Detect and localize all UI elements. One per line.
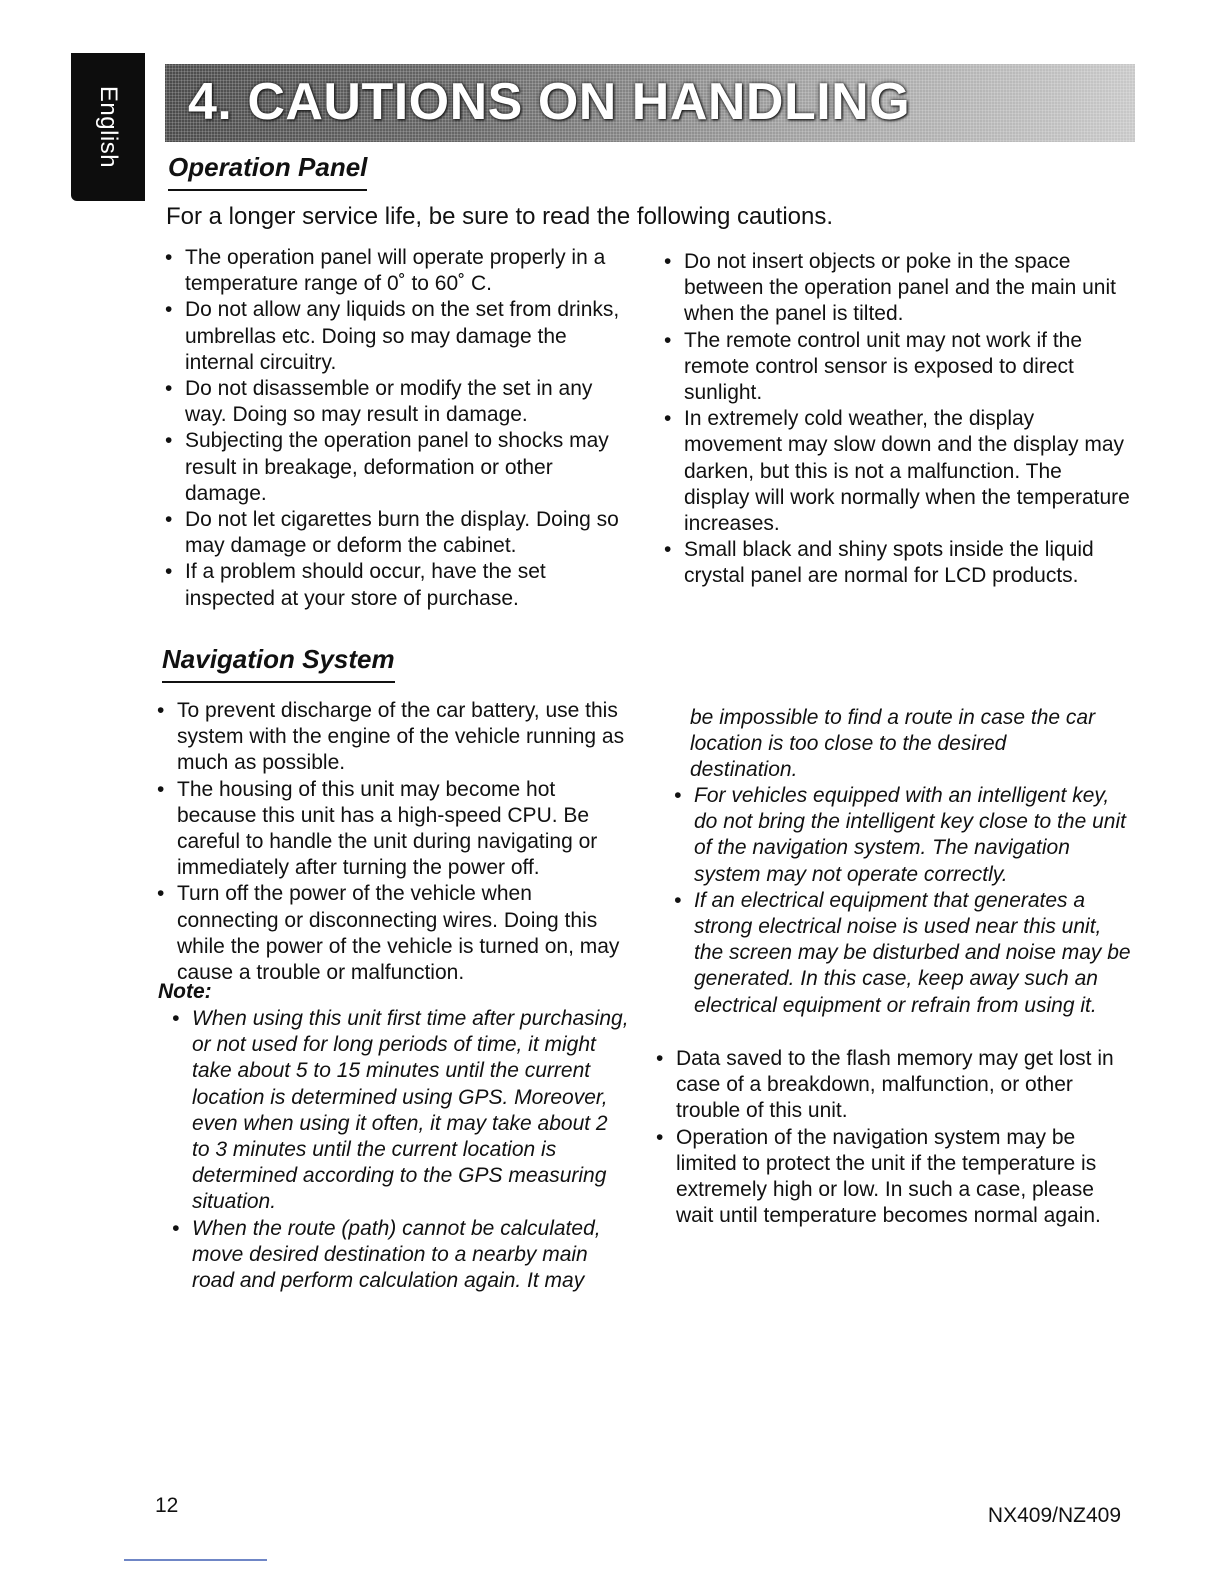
note-continuation: be impossible to find a route in case the car location is too close to the desired destination. bbox=[690, 706, 1096, 782]
list-item: • The housing of this unit may become hot because this unit has a high-speed CPU. Be careful to handle the unit during navigating or immediately after turning the power off. bbox=[155, 777, 625, 882]
navigation-left-list bbox=[155, 698, 625, 986]
list-item: • The remote control unit may not work if the remote control sensor is exposed to direct sunlight. bbox=[662, 328, 1132, 407]
note-label: Note: bbox=[158, 980, 212, 1003]
list-item: • Do not disassemble or modify the set in any way. Doing so may result in damage. bbox=[163, 376, 633, 428]
list-item: • In extremely cold weather, the display movement may slow down and the display may darken, but this is not a malfunction. The display will work normally when the temperature increases. bbox=[662, 406, 1132, 537]
chapter-title: 4. CAUTIONS ON HANDLING bbox=[188, 73, 911, 131]
list-item: • To prevent discharge of the car battery, use this system with the engine of the vehicle running as much as possible. bbox=[155, 698, 625, 777]
page-number: 12 bbox=[155, 1494, 179, 1517]
list-item: • When using this unit first time after purchasing, or not used for long periods of time, it might take about 5 to 15 minutes until the current location is determined using GPS. Moreover, even when using it often, it may take about 2 to 3 minutes until the current location is determined according to the GPS measuring situation. bbox=[170, 1006, 630, 1216]
list-item: • Do not let cigarettes burn the display. Doing so may damage or deform the cabinet. bbox=[163, 507, 633, 559]
operation-panel-right-list bbox=[662, 249, 1132, 590]
note-list bbox=[170, 1006, 630, 1294]
list-item: • Small black and shiny spots inside the liquid crystal panel are normal for LCD products. bbox=[662, 537, 1132, 589]
list-item: • Data saved to the flash memory may get lost in case of a breakdown, malfunction, or other trouble of this unit. bbox=[654, 1046, 1124, 1125]
list-item: • Turn off the power of the vehicle when connecting or disconnecting wires. Doing this while the power of the vehicle is turned on, may cause a trouble or malfunction. bbox=[155, 881, 625, 986]
bottom-divider bbox=[124, 1559, 267, 1561]
language-tab bbox=[71, 53, 145, 201]
list-item: • If a problem should occur, have the set inspected at your store of purchase. bbox=[163, 559, 633, 611]
list-item: • Subjecting the operation panel to shocks may result in breakage, deformation or other damage. bbox=[163, 428, 633, 507]
operation-panel-heading: Operation Panel bbox=[168, 152, 367, 191]
navigation-system-heading: Navigation System bbox=[162, 644, 395, 683]
list-item: • The operation panel will operate properly in a temperature range of 0˚ to 60˚ C. bbox=[163, 245, 633, 297]
list-item: • When the route (path) cannot be calculated, move desired destination to a nearby main road and perform calculation again. It may bbox=[170, 1216, 630, 1295]
operation-panel-left-list bbox=[163, 245, 633, 612]
list-item: • If an electrical equipment that generates a strong electrical noise is used near this unit, the screen may be disturbed and noise may be generated. In this case, keep away such an electrical equipment or refrain from using it. bbox=[672, 888, 1132, 1019]
note-right-list bbox=[672, 783, 1132, 1019]
list-item: • For vehicles equipped with an intelligent key, do not bring the intelligent key close to the unit of the navigation system. The navigation system may not operate correctly. bbox=[672, 783, 1132, 888]
list-item: • Operation of the navigation system may be limited to protect the unit if the temperature is extremely high or low. In such a case, please wait until temperature becomes normal again. bbox=[654, 1125, 1124, 1230]
operation-panel-intro: For a longer service life, be sure to read the following cautions. bbox=[166, 203, 834, 230]
language-tab-label: English bbox=[95, 85, 122, 169]
list-item: • Do not insert objects or poke in the space between the operation panel and the main unit when the panel is tilted. bbox=[662, 249, 1132, 328]
chapter-header-bar bbox=[165, 64, 1135, 142]
list-item: • Do not allow any liquids on the set from drinks, umbrellas etc. Doing so may damage the internal circuitry. bbox=[163, 297, 633, 376]
navigation-right-list bbox=[654, 1046, 1124, 1229]
model-number: NX409/NZ409 bbox=[987, 1504, 1121, 1527]
